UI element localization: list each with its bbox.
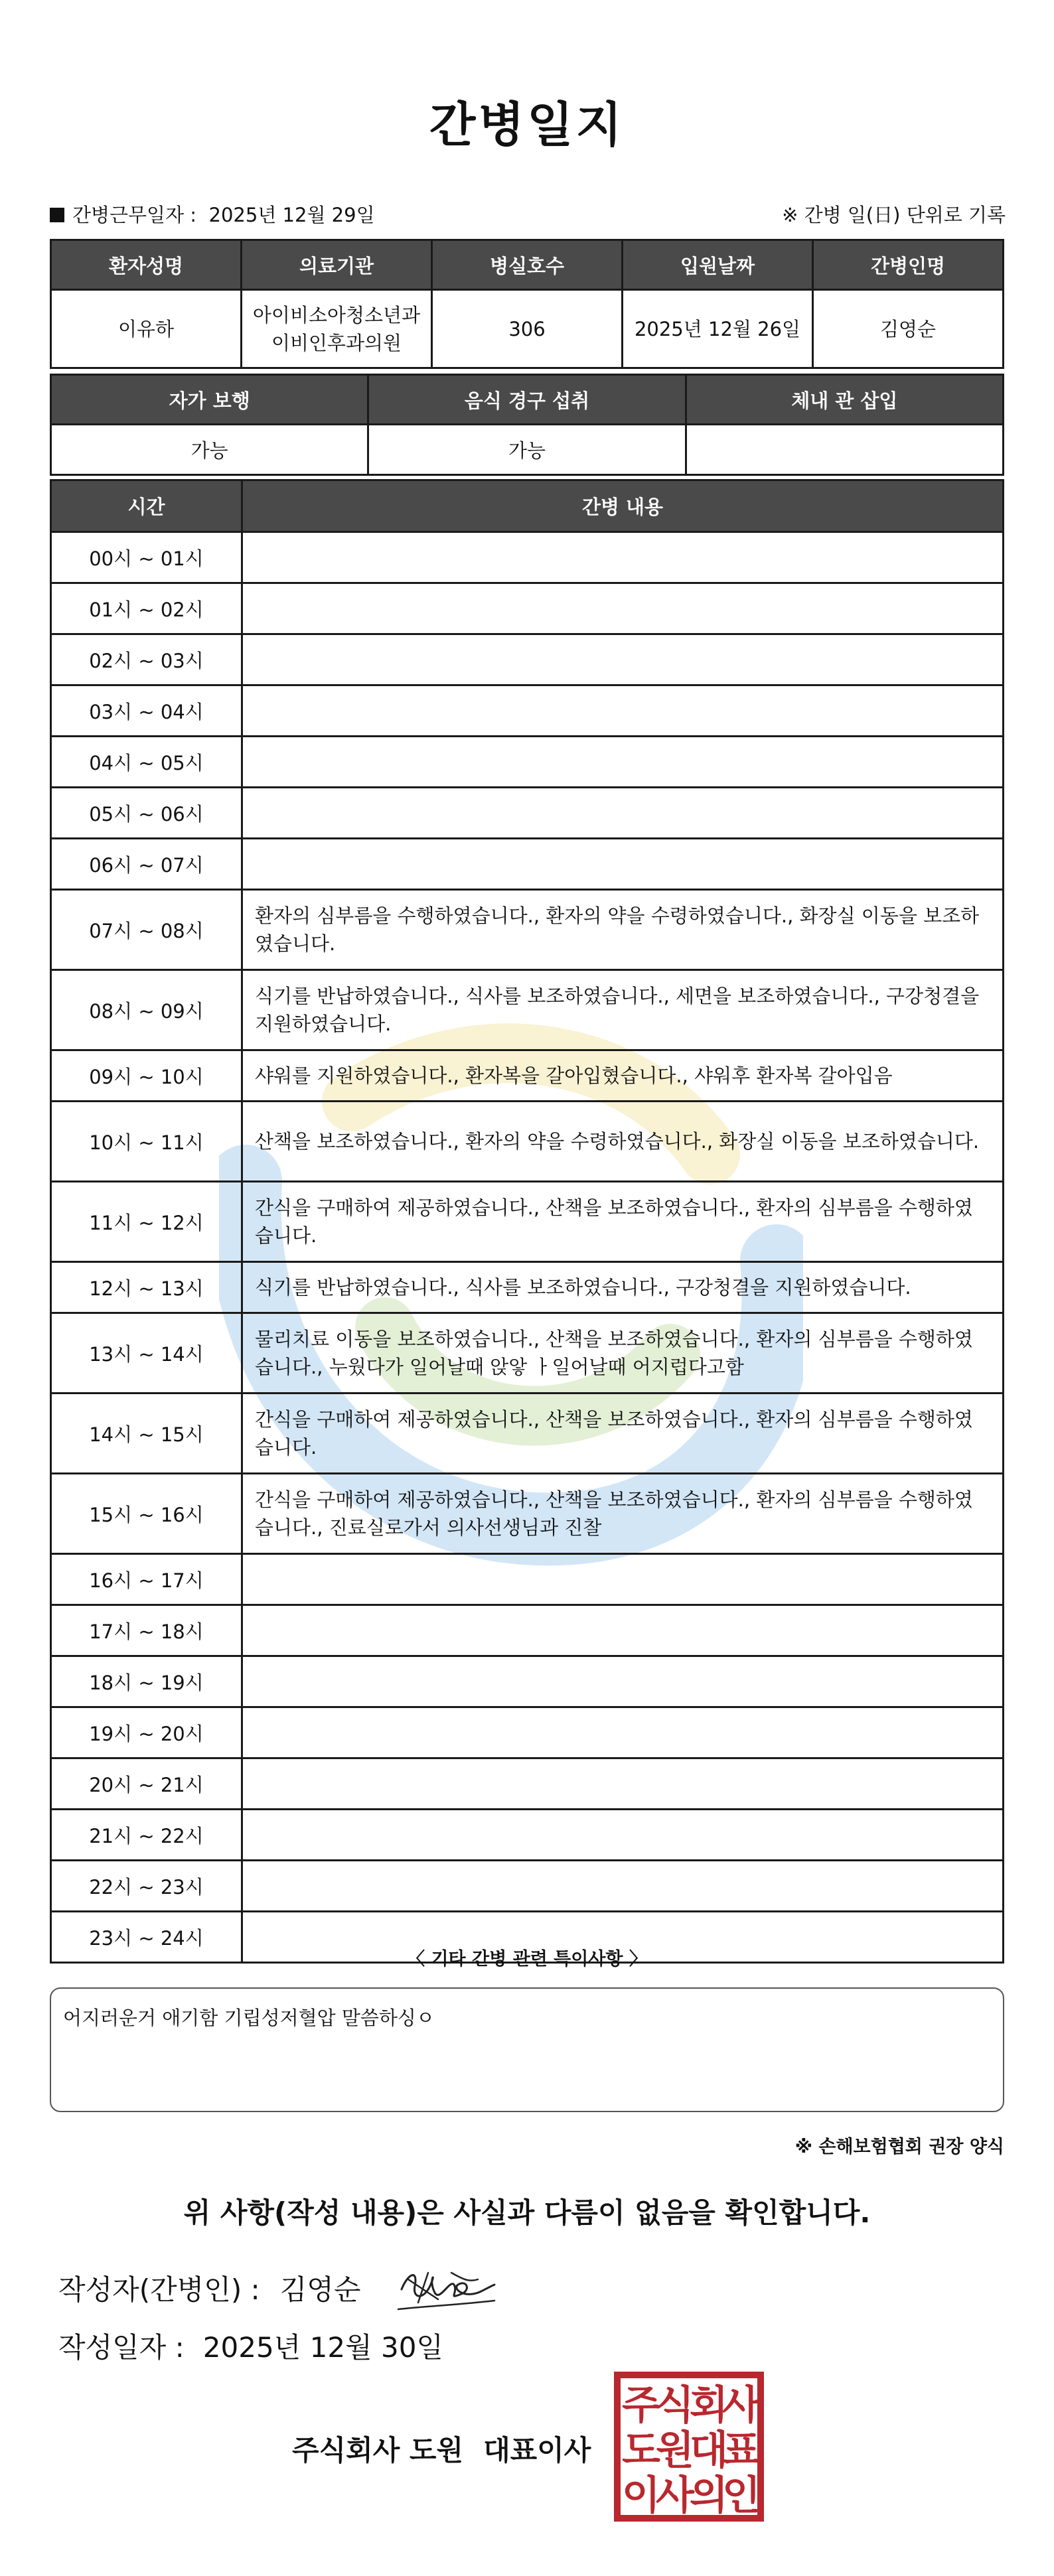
info-value-row — [51, 290, 1004, 368]
log-body — [51, 532, 1004, 1963]
oral-intake-value: 가능 — [368, 425, 686, 475]
header-oral-intake: 음식 경구 섭취 — [368, 375, 686, 425]
time-slot: 17시 ~ 18시 — [51, 1605, 242, 1656]
svg-text:사: 사 — [722, 2382, 761, 2429]
svg-text:인: 인 — [722, 2472, 761, 2519]
handwritten-signature — [388, 2253, 501, 2319]
work-date-value: 2025년 12월 29일 — [208, 204, 375, 226]
log-header-row — [51, 480, 1004, 532]
time-slot: 18시 ~ 19시 — [51, 1656, 242, 1707]
table-row — [51, 1394, 1004, 1474]
table-row — [51, 1605, 1004, 1656]
special-notes-box — [50, 1987, 1004, 2112]
table-row — [51, 1810, 1004, 1861]
care-content: 산책을 보조하였습니다., 환자의 약을 수령하였습니다., 화장실 이동을 보조하였습니다. — [242, 1102, 1004, 1182]
header-admission-date: 입원날짜 — [623, 240, 813, 290]
table-row — [51, 1262, 1004, 1313]
header-self-walking: 자가 보행 — [51, 375, 368, 425]
care-content — [242, 1656, 1004, 1707]
care-content: 간식을 구매하여 제공하였습니다., 산책을 보조하였습니다., 환자의 심부름을 수행하였습니다., 진료실로가서 의사선생님과 진찰 — [242, 1474, 1004, 1554]
header-caregiver-name: 간병인명 — [813, 240, 1004, 290]
time-slot: 16시 ~ 17시 — [51, 1554, 242, 1605]
table-row — [51, 1758, 1004, 1810]
table-row — [51, 1102, 1004, 1182]
table-row — [51, 532, 1004, 583]
time-slot: 04시 ~ 05시 — [51, 737, 242, 788]
care-content — [242, 1707, 1004, 1758]
tube-insertion-value — [686, 425, 1003, 475]
time-slot: 03시 ~ 04시 — [51, 685, 242, 737]
special-notes-text: 어지러운거 애기함 기립성저혈압 말씀하싱ㅇ — [63, 2007, 435, 2029]
written-date-value: 2025년 12월 30일 — [202, 2331, 443, 2364]
patient-info-table — [50, 239, 1004, 369]
time-slot: 05시 ~ 06시 — [51, 788, 242, 839]
writer-name: 김영순 — [279, 2273, 361, 2306]
care-content — [242, 1554, 1004, 1605]
svg-text:의: 의 — [690, 2472, 728, 2519]
table-row — [51, 1050, 1004, 1102]
time-slot: 14시 ~ 15시 — [51, 1394, 242, 1474]
care-content — [242, 737, 1004, 788]
time-slot: 08시 ~ 09시 — [51, 970, 242, 1050]
care-content: 환자의 심부름을 수행하였습니다., 환자의 약을 수령하였습니다., 화장실 이동을 보조하였습니다. — [242, 890, 1004, 970]
table-row — [51, 634, 1004, 685]
company-role: 대표이사 — [483, 2434, 591, 2467]
care-content: 샤워를 지원하였습니다., 환자복을 갈아입혔습니다., 샤워후 환자복 갈아입음 — [242, 1050, 1004, 1102]
svg-text:이: 이 — [622, 2472, 660, 2519]
square-bullet-icon — [50, 208, 64, 222]
table-row — [51, 685, 1004, 737]
status-value-row — [51, 425, 1004, 475]
company-name: 주식회사 도원 — [292, 2434, 464, 2467]
unit-note: ※ 간병 일(日) 단위로 기록 — [782, 204, 1006, 226]
header-care-content: 간병 내용 — [242, 480, 1004, 532]
time-slot: 12시 ~ 13시 — [51, 1262, 242, 1313]
table-row — [51, 1313, 1004, 1394]
care-content: 간식을 구매하여 제공하였습니다., 산책을 보조하였습니다., 환자의 심부름을 수행하였습니다. — [242, 1182, 1004, 1262]
svg-text:표: 표 — [722, 2427, 761, 2474]
header-time: 시간 — [51, 480, 242, 532]
svg-text:대: 대 — [690, 2427, 728, 2474]
care-content: 식기를 반납하였습니다., 식사를 보조하였습니다., 구강청결을 지원하였습니다. — [242, 1262, 1004, 1313]
svg-text:도: 도 — [622, 2427, 660, 2474]
table-row — [51, 583, 1004, 634]
time-slot: 07시 ~ 08시 — [51, 890, 242, 970]
svg-text:식: 식 — [656, 2382, 694, 2429]
table-row — [51, 970, 1004, 1050]
time-slot: 01시 ~ 02시 — [51, 583, 242, 634]
patient-status-table — [50, 374, 1004, 476]
table-row — [51, 1474, 1004, 1554]
work-date-line — [50, 200, 375, 228]
self-walking-value: 가능 — [51, 425, 368, 475]
svg-text:회: 회 — [690, 2382, 728, 2429]
company-seal-stamp — [613, 2371, 765, 2522]
written-date-label: 작성일자 : — [58, 2331, 185, 2364]
svg-text:사: 사 — [656, 2472, 694, 2519]
header-hospital: 의료기관 — [242, 240, 432, 290]
time-slot: 10시 ~ 11시 — [51, 1102, 242, 1182]
writer-line — [58, 2268, 360, 2308]
admission-date: 2025년 12월 26일 — [623, 290, 813, 368]
time-slot: 15시 ~ 16시 — [51, 1474, 242, 1554]
caregiver-name: 김영순 — [813, 290, 1004, 368]
header-room: 병실호수 — [432, 240, 623, 290]
table-row — [51, 737, 1004, 788]
care-content — [242, 1861, 1004, 1912]
info-header-row — [51, 240, 1004, 290]
header-tube-insertion: 체내 관 삽입 — [686, 375, 1003, 425]
care-content — [242, 1758, 1004, 1810]
meta-row — [50, 200, 1006, 227]
time-slot: 23시 ~ 24시 — [51, 1912, 242, 1963]
time-slot: 19시 ~ 20시 — [51, 1707, 242, 1758]
document-title: 간병일지 — [429, 97, 625, 153]
care-content — [242, 788, 1004, 839]
time-slot: 11시 ~ 12시 — [51, 1182, 242, 1262]
time-slot: 00시 ~ 01시 — [51, 532, 242, 583]
table-row — [51, 890, 1004, 970]
hospital-name: 아이비소아청소년과 이비인후과의원 — [242, 290, 432, 368]
care-content: 간식을 구매하여 제공하였습니다., 산책을 보조하였습니다., 환자의 심부름을 수행하였습니다. — [242, 1394, 1004, 1474]
special-notes-title: 〈 기타 간병 관련 특이사항 〉 — [407, 1949, 647, 1969]
header-patient-name: 환자성명 — [51, 240, 242, 290]
care-content — [242, 1605, 1004, 1656]
svg-text:주: 주 — [622, 2382, 660, 2429]
table-row — [51, 1182, 1004, 1262]
confirmation-statement: 위 사항(작성 내용)은 사실과 다름이 없음을 확인합니다. — [183, 2196, 871, 2229]
status-header-row — [51, 375, 1004, 425]
writer-label: 작성자(간병인) : — [58, 2273, 260, 2306]
care-content — [242, 1810, 1004, 1861]
care-content — [242, 685, 1004, 737]
table-row — [51, 1707, 1004, 1758]
time-slot: 06시 ~ 07시 — [51, 839, 242, 890]
time-slot: 09시 ~ 10시 — [51, 1050, 242, 1102]
table-row — [51, 1554, 1004, 1605]
care-log-table — [50, 479, 1004, 1964]
table-row — [51, 788, 1004, 839]
care-content: 식기를 반납하였습니다., 식사를 보조하였습니다., 세면을 보조하였습니다., 구강청결을 지원하였습니다. — [242, 970, 1004, 1050]
room-number: 306 — [432, 290, 623, 368]
care-content — [242, 583, 1004, 634]
patient-name: 이유하 — [51, 290, 242, 368]
time-slot: 02시 ~ 03시 — [51, 634, 242, 685]
care-content — [242, 634, 1004, 685]
company-line — [292, 2429, 591, 2469]
care-content — [242, 532, 1004, 583]
table-row — [51, 839, 1004, 890]
time-slot: 22시 ~ 23시 — [51, 1861, 242, 1912]
care-content — [242, 839, 1004, 890]
written-date-line — [58, 2326, 443, 2366]
time-slot: 20시 ~ 21시 — [51, 1758, 242, 1810]
table-row — [51, 1656, 1004, 1707]
work-date-label: 간병근무일자 : — [72, 204, 197, 226]
care-content: 물리치료 이동을 보조하였습니다., 산책을 보조하였습니다., 환자의 심부름을 수행하였습니다., 누웠다가 일어날때 앉앟 ㅏ일어날때 어지럽다고함 — [242, 1313, 1004, 1394]
form-note: ※ 손해보험협회 권장 양식 — [794, 2137, 1004, 2157]
table-row — [51, 1861, 1004, 1912]
svg-text:원: 원 — [656, 2427, 694, 2474]
time-slot: 13시 ~ 14시 — [51, 1313, 242, 1394]
time-slot: 21시 ~ 22시 — [51, 1810, 242, 1861]
